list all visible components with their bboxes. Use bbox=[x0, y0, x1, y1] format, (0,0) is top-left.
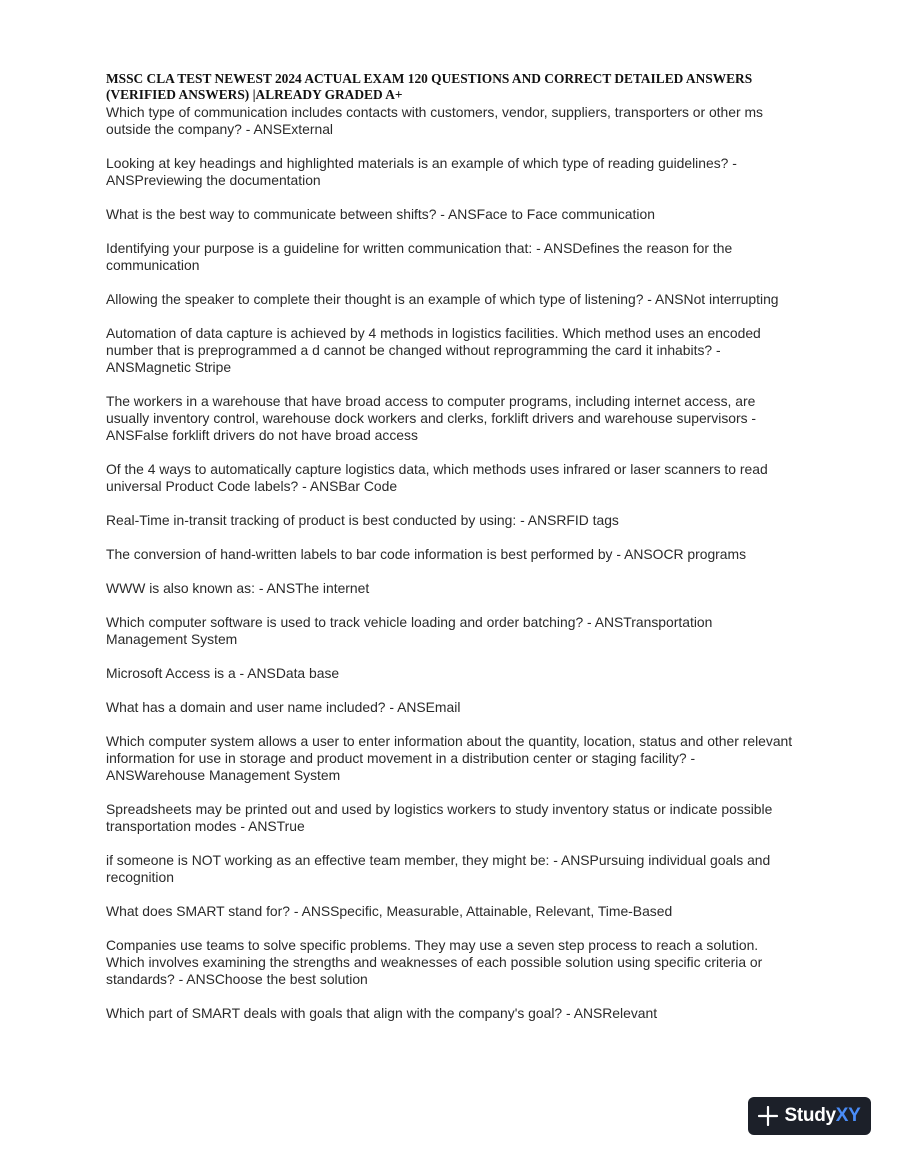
qa-item: Identifying your purpose is a guideline for written communication that: - ANSDefines the reason for the communication bbox=[106, 240, 733, 273]
badge-brand-text bbox=[784, 1105, 860, 1127]
document-title: MSSC CLA TEST NEWEST 2024 ACTUAL EXAM 120 QUESTIONS AND CORRECT DETAILED ANSWERS (VERIFIED ANSWERS) |ALREADY GRADED A+ bbox=[106, 71, 753, 102]
qa-item: What has a domain and user name included? - ANSEmail bbox=[106, 699, 461, 715]
qa-item: Allowing the speaker to complete their thought is an example of which type of listening? - ANSNot interrupting bbox=[106, 291, 779, 307]
qa-item: Microsoft Access is a - ANSData base bbox=[106, 665, 340, 681]
plus-cross-icon bbox=[758, 1106, 778, 1126]
qa-item: Of the 4 ways to automatically capture logistics data, which methods uses infrared or laser scanners to read universal Product Code labels? - ANSBar Code bbox=[106, 461, 768, 494]
studyxy-badge[interactable] bbox=[748, 1097, 871, 1135]
badge-brand-accent: XY bbox=[835, 1105, 861, 1126]
qa-item: Looking at key headings and highlighted materials is an example of which type of reading guidelines? - ANSPreviewing the documentation bbox=[106, 155, 737, 188]
qa-item: Real-Time in-transit tracking of product is best conducted by using: - ANSRFID tags bbox=[106, 512, 619, 528]
qa-item: if someone is NOT working as an effective team member, they might be: - ANSPursuing individual goals and recognition bbox=[106, 852, 771, 885]
qa-item: Which computer system allows a user to enter information about the quantity, location, status and other relevant information for use in storage and product movement in a distribution center or staging facility? - ANSWarehouse Management System bbox=[106, 733, 793, 783]
document-page bbox=[106, 71, 796, 1039]
qa-item: WWW is also known as: - ANSThe internet bbox=[106, 580, 370, 596]
qa-item: Which computer software is used to track vehicle loading and order batching? - ANSTransportation Management System bbox=[106, 614, 713, 647]
qa-item: Which type of communication includes contacts with customers, vendor, suppliers, transporters or other ms outside the company? - ANSExternal bbox=[106, 104, 763, 137]
qa-item: Which part of SMART deals with goals that align with the company's goal? - ANSRelevant bbox=[106, 1005, 658, 1021]
qa-item: What does SMART stand for? - ANSSpecific, Measurable, Attainable, Relevant, Time-Based bbox=[106, 903, 673, 919]
qa-item: Automation of data capture is achieved by 4 methods in logistics facilities. Which method uses an encoded number that is preprogrammed a d cannot be changed without reprogramming the card it inhabits? - ANSMagnetic Stripe bbox=[106, 325, 761, 375]
qa-item: What is the best way to communicate between shifts? - ANSFace to Face communication bbox=[106, 206, 655, 222]
qa-item: The workers in a warehouse that have broad access to computer programs, including internet access, are usually inventory control, warehouse dock workers and clerks, forklift drivers and warehouse supervisors - ANSFalse forklift drivers do not have broad access bbox=[106, 393, 757, 443]
badge-brand-main: Study bbox=[784, 1105, 836, 1126]
qa-item: The conversion of hand-written labels to bar code information is best performed by - ANSOCR programs bbox=[106, 546, 747, 562]
qa-list bbox=[106, 104, 796, 1022]
qa-item: Companies use teams to solve specific problems. They may use a seven step process to reach a solution. Which involves examining the strengths and weaknesses of each possible solution using specific criteria or standards? - ANSChoose the best solution bbox=[106, 937, 763, 987]
qa-item: Spreadsheets may be printed out and used by logistics workers to study inventory status or indicate possible transportation modes - ANSTrue bbox=[106, 801, 773, 834]
